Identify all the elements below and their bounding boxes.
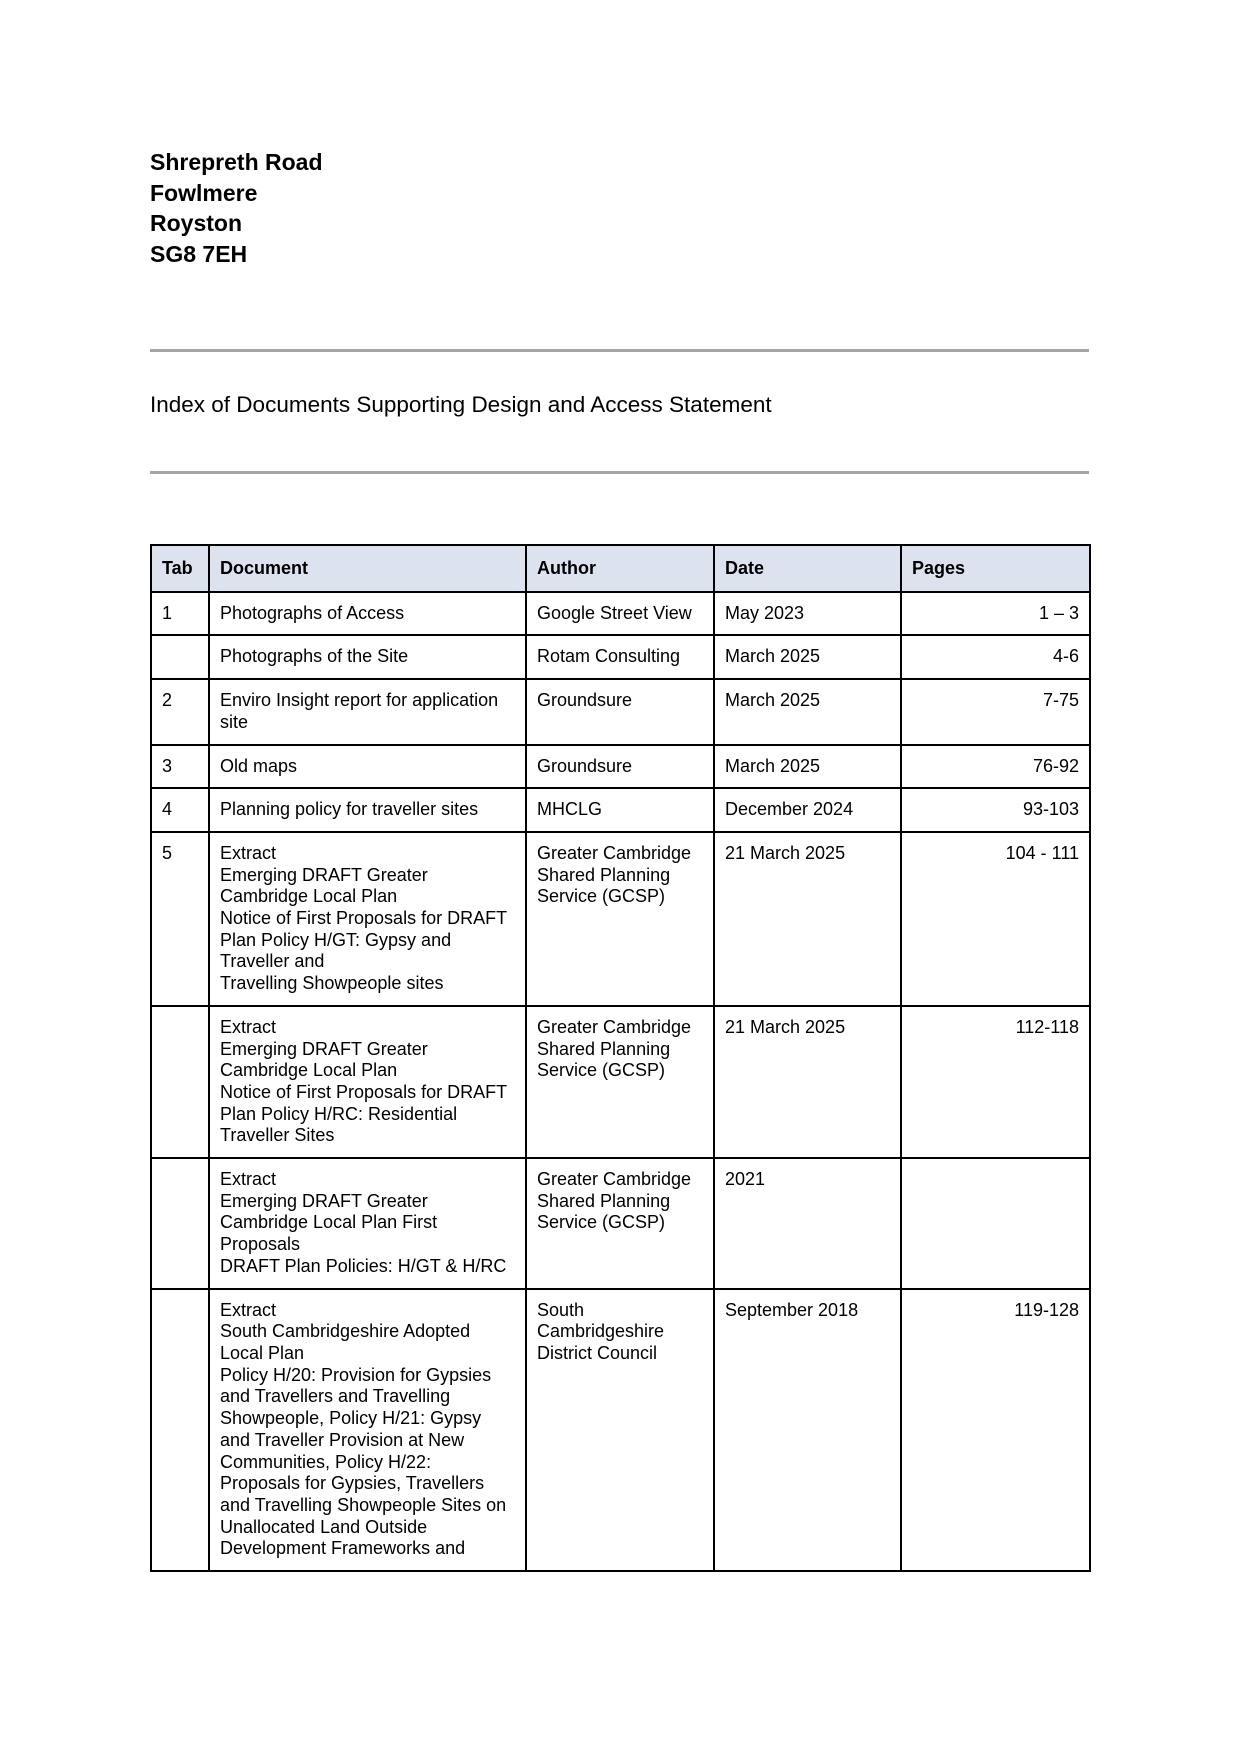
cell-document — [209, 1006, 526, 1158]
divider-top — [150, 349, 1089, 352]
cell-date: 21 March 2025 — [714, 1006, 901, 1158]
cell-author: MHCLG — [526, 788, 714, 832]
cell-pages — [901, 1158, 1090, 1289]
table-row — [151, 1158, 1090, 1289]
cell-pages: 7-75 — [901, 679, 1090, 744]
document-title: Index of Documents Supporting Design and Access Statement — [150, 392, 772, 417]
cell-tab — [151, 1006, 209, 1158]
header-date: Date — [714, 545, 901, 592]
document-line: Emerging DRAFT Greater Cambridge Local Plan — [220, 1038, 428, 1081]
table-row — [151, 1289, 1090, 1571]
table-row — [151, 788, 1090, 832]
cell-tab — [151, 1289, 209, 1571]
document-line: Enviro Insight report for application site — [220, 690, 499, 732]
table-row — [151, 635, 1090, 679]
header-author: Author — [526, 545, 714, 592]
cell-author: Greater Cambridge Shared Planning Service (GCSP) — [526, 1006, 714, 1158]
cell-author: Google Street View — [526, 592, 714, 636]
table-row — [151, 745, 1090, 789]
document-line: Notice of First Proposals for DRAFT Plan Policy H/RC: Residential Traveller Sites — [220, 1081, 507, 1146]
document-line: Policy H/20: Provision for Gypsies and Travellers and Travelling Showpeople, Policy H/21: Gypsy and Traveller Provision at New Communities, Policy H/22: Proposals for Gypsies, Travellers and Travelling Showpeople Sites on Unallocated Land Outside Development Frameworks and — [220, 1364, 507, 1559]
cell-author: Rotam Consulting — [526, 635, 714, 679]
table-row — [151, 832, 1090, 1006]
document-line: Emerging DRAFT Greater Cambridge Local Plan First Proposals — [220, 1190, 438, 1255]
documents-index-table — [150, 544, 1091, 1572]
cell-document — [209, 679, 526, 744]
cell-document — [209, 1289, 526, 1571]
document-line: Travelling Showpeople sites — [220, 973, 444, 994]
document-line: Photographs of Access — [220, 602, 405, 623]
cell-author: South Cambridgeshire District Council — [526, 1289, 714, 1571]
document-line: Extract — [220, 842, 277, 863]
cell-pages: 76-92 — [901, 745, 1090, 789]
document-line: South Cambridgeshire Adopted Local Plan — [220, 1321, 471, 1363]
cell-date: March 2025 — [714, 679, 901, 744]
table-row — [151, 592, 1090, 636]
document-line: Extract — [220, 1016, 277, 1037]
cell-document — [209, 592, 526, 636]
document-line: Extract — [220, 1299, 277, 1320]
cell-tab: 5 — [151, 832, 209, 1006]
document-line: Planning policy for traveller sites — [220, 799, 479, 820]
cell-date: March 2025 — [714, 745, 901, 789]
cell-document — [209, 745, 526, 789]
document-line: DRAFT Plan Policies: H/GT & H/RC — [220, 1255, 507, 1276]
cell-author: Greater Cambridge Shared Planning Service (GCSP) — [526, 832, 714, 1006]
cell-author: Groundsure — [526, 745, 714, 789]
address-line-postcode: SG8 7EH — [150, 240, 248, 267]
document-line: Emerging DRAFT Greater Cambridge Local Plan — [220, 864, 428, 907]
address-line-town: Royston — [150, 210, 242, 236]
table-row — [151, 1006, 1090, 1158]
cell-document — [209, 832, 526, 1006]
cell-date: December 2024 — [714, 788, 901, 832]
document-line: Notice of First Proposals for DRAFT Plan Policy H/GT: Gypsy and Traveller and — [220, 908, 507, 972]
cell-pages: 119-128 — [901, 1289, 1090, 1571]
cell-document — [209, 635, 526, 679]
cell-author: Groundsure — [526, 679, 714, 744]
header-pages: Pages — [901, 545, 1090, 592]
cell-date: May 2023 — [714, 592, 901, 636]
document-line: Extract — [220, 1169, 277, 1190]
cell-pages: 1 – 3 — [901, 592, 1090, 636]
address-line-street: Shrepreth Road — [150, 149, 323, 175]
table-header-row — [151, 545, 1090, 592]
address-line-village: Fowlmere — [150, 179, 258, 206]
document-line: Old maps — [220, 755, 298, 776]
cell-author: Greater Cambridge Shared Planning Service (GCSP) — [526, 1158, 714, 1289]
table-row — [151, 679, 1090, 744]
cell-tab: 1 — [151, 592, 209, 636]
document-line: Photographs of the Site — [220, 646, 409, 667]
cell-pages: 104 - 111 — [901, 832, 1090, 1006]
cell-date: 21 March 2025 — [714, 832, 901, 1006]
divider-bottom — [150, 471, 1089, 474]
header-document: Document — [209, 545, 526, 592]
cell-tab: 3 — [151, 745, 209, 789]
header-tab: Tab — [151, 545, 209, 592]
cell-document — [209, 1158, 526, 1289]
cell-pages: 93-103 — [901, 788, 1090, 832]
cell-tab: 4 — [151, 788, 209, 832]
cell-pages: 4-6 — [901, 635, 1090, 679]
address-block — [150, 147, 323, 269]
cell-tab — [151, 635, 209, 679]
cell-tab — [151, 1158, 209, 1289]
cell-pages: 112-118 — [901, 1006, 1090, 1158]
cell-date: September 2018 — [714, 1289, 901, 1571]
cell-document — [209, 788, 526, 832]
cell-date: March 2025 — [714, 635, 901, 679]
cell-tab: 2 — [151, 679, 209, 744]
cell-date: 2021 — [714, 1158, 901, 1289]
